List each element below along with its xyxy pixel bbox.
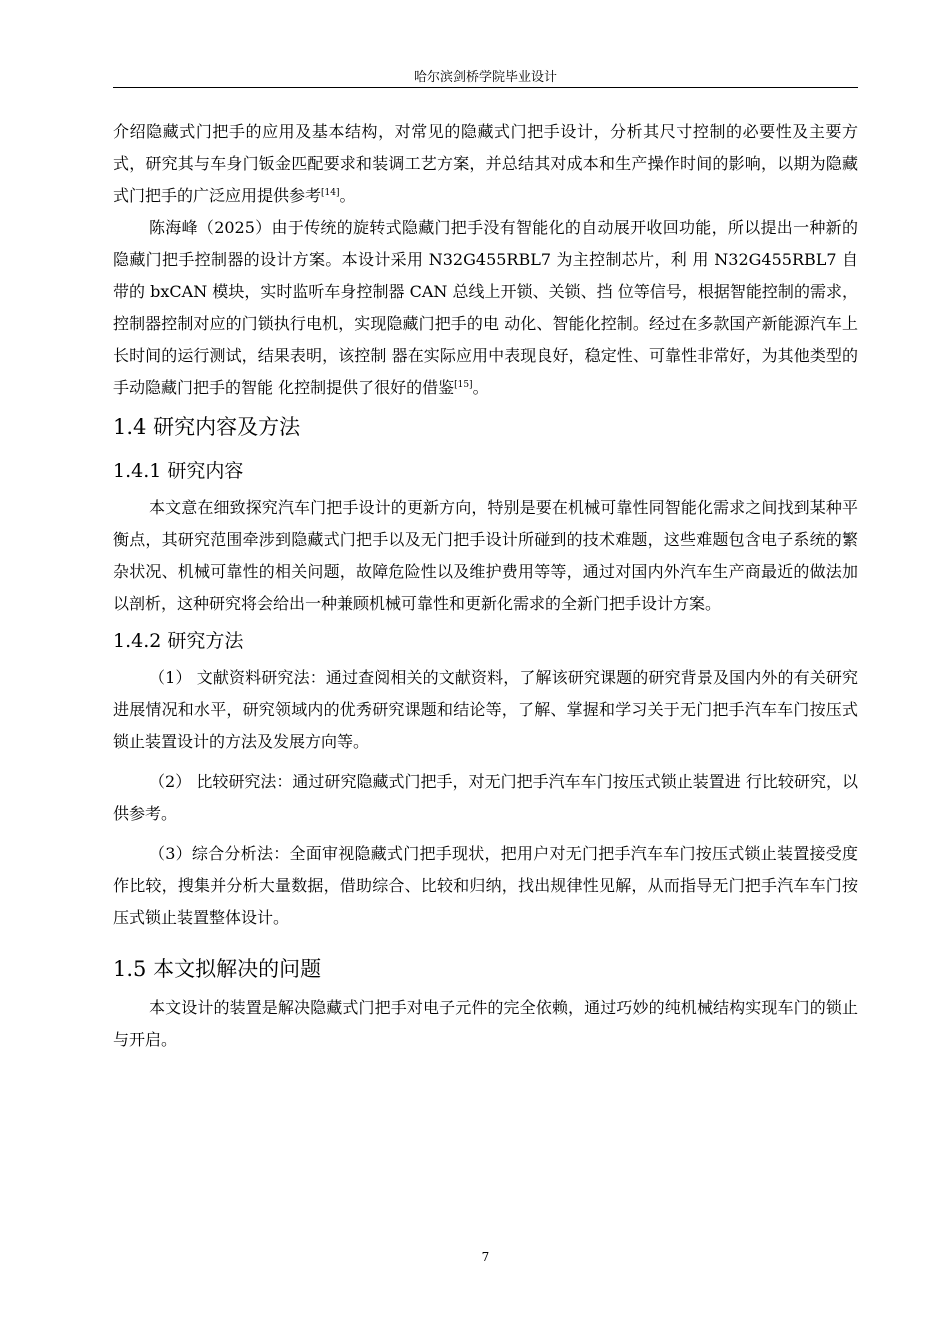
section-heading-1-5: 1.5 本文拟解决的问题	[113, 957, 322, 981]
paragraph-chen-haifeng	[113, 212, 858, 404]
paragraph-problem: 本文设计的装置是解决隐藏式门把手对电子元件的完全依赖，通过巧妙的纯机械结构实现车门的锁止与开启。	[113, 998, 858, 1049]
section-heading-1-4-2: 1.4.2 研究方法	[113, 630, 244, 652]
section-heading-1-4: 1.4 研究内容及方法	[113, 415, 301, 439]
paragraph-method-2: （2） 比较研究法：通过研究隐藏式门把手，对无门把手汽车车门按压式锁止装置进 行比较研究，以供参考。	[113, 772, 858, 823]
page-header: 哈尔滨剑桥学院毕业设计	[413, 70, 557, 85]
paragraph-end: 。	[472, 378, 489, 397]
page-number: 7	[481, 1250, 490, 1264]
header-rule	[113, 87, 858, 88]
paragraph-intro-continued	[113, 116, 858, 212]
citation-ref: [14]	[321, 188, 340, 198]
paragraph-research-content: 本文意在细致探究汽车门把手设计的更新方向，特别是要在机械可靠性同智能化需求之间找到某种平衡点，其研究范围牵涉到隐藏式门把手以及无门把手设计所碰到的技术难题，这些难题包含电子系统的繁杂状况、机械可靠性的相关问题，故障危险性以及维护费用等等，通过对国内外汽车生产商最近的做法加以剖析，这种研究将会给出一种兼顾机械可靠性和更新化需求的全新门把手设计方案。	[113, 498, 858, 613]
paragraph-end: 。	[339, 186, 356, 205]
spacer	[113, 934, 858, 946]
page-body	[113, 116, 858, 1056]
paragraph-text: 介绍隐藏式门把手的应用及基本结构，对常见的隐藏式门把手设计，分析其尺寸控制的必要性及主要方式，研究其与车身门钣金匹配要求和装调工艺方案，并总结其对成本和生产操作时间的影响，以期为隐藏式门把手的广泛应用提供参考	[113, 122, 858, 205]
paragraph-method-3: （3）综合分析法：全面审视隐藏式门把手现状，把用户对无门把手汽车车门按压式锁止装置接受度作比较，搜集并分析大量数据，借助综合、比较和归纳，找出规律性见解，从而指导无门把手汽车车门按压式锁止装置整体设计。	[113, 844, 858, 927]
paragraph-text: 陈海峰（2025）由于传统的旋转式隐藏门把手没有智能化的自动展开收回功能，所以提出一种新的隐藏门把手控制器的设计方案。本设计采用 N32G455RBL7 为主控制芯片，利 用 N32G455RBL7 自带的 bxCAN 模块，实时监听车身控制器 CAN 总线上开锁、关锁、挡 位等信号，根据智能控制的需求，控制器控制对应的门锁执行电机，实现隐藏门把手的电 动化、智能化控制。经过在多款国产新能源汽车上长时间的运行测试，结果表明，该控制 器在实际应用中表现良好，稳定性、可靠性非常好，为其他类型的手动隐藏门把手的智能 化控制提供了很好的借鉴	[113, 218, 858, 397]
section-heading-1-4-1: 1.4.1 研究内容	[113, 460, 244, 482]
paragraph-method-1: （1） 文献资料研究法：通过查阅相关的文献资料，了解该研究课题的研究背景及国内外的有关研究进展情况和水平，研究领域内的优秀研究课题和结论等，了解、掌握和学习关于无门把手汽车车门按压式锁止装置设计的方法及发展方向等。	[113, 668, 858, 751]
spacer	[113, 830, 858, 838]
citation-ref: [15]	[454, 380, 473, 390]
spacer	[113, 758, 858, 766]
